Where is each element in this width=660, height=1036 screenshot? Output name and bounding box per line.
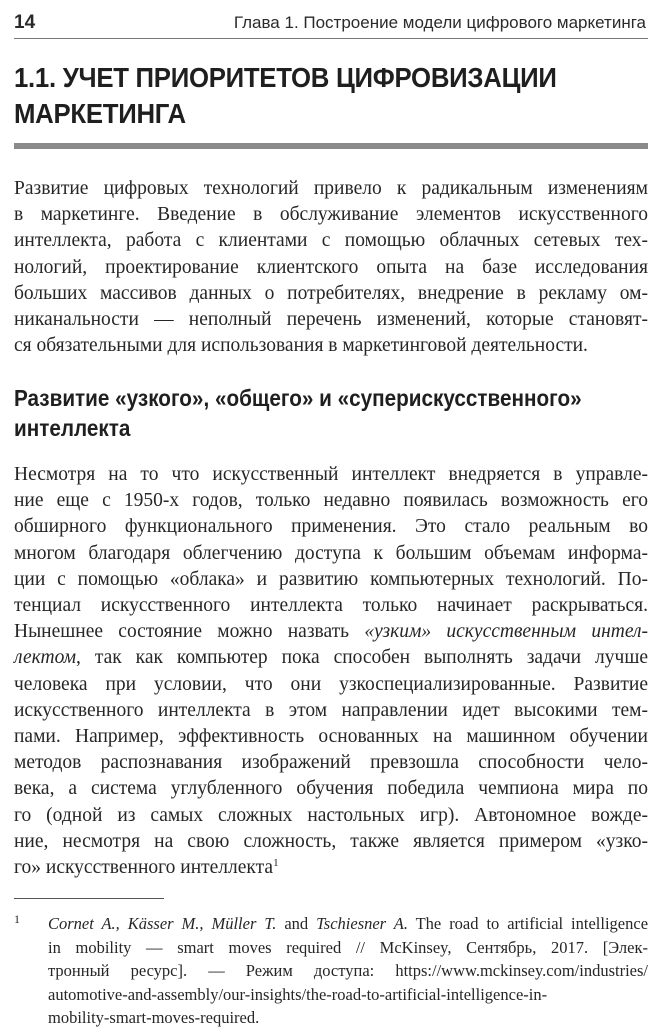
body-line: Несмотря на то что искусственный интеллект внедряется в управле- [14,464,648,485]
intro-line: никанальности — неполный перечень изменений, которые становят- [14,309,648,331]
subsection-title-line: интеллекта [14,415,131,441]
body-line: методов распознавания изображений превзошла способности чело- [14,752,648,774]
body-line: тенциал искусственного интеллекта только начинает раскрываться. [14,595,648,617]
footnote-text: The road to artificial intelligence [407,914,649,933]
body-line: пами. Например, эффективность основанных на машинном обучении [14,726,648,748]
body-line: обширного функционального применения. Это стало реальным во [14,516,648,538]
body-line: многом благодаря облегчению доступа к большим объемам информа- [14,542,648,564]
body-line: го (одной из самых сложных настольных игр). Автономное вожде- [14,804,648,826]
footnote-line [48,912,648,936]
body-line: ние еще с 1950-х годов, только недавно появилась возможность его [14,490,648,512]
intro-paragraph [14,176,648,359]
subsection-title [14,383,599,443]
section-title: 1.1. УЧЕТ ПРИОРИТЕТОВ ЦИФРОВИЗАЦИИ МАРКЕТИНГА [14,62,557,129]
emphasized-term: «узким» искусственным интел- [364,621,649,643]
footnote-authors: Tschiesner A. [316,914,408,933]
footnote-line: тронный ресурс]. — Режим доступа: https://www.mckinsey.com/industries/ [48,961,648,980]
footnote-line: in mobility — smart moves required // McKinsey, Сентябрь, 2017. [Элек- [48,937,648,957]
footnote-reference[interactable]: 1 [273,857,279,870]
footnote-url-line[interactable]: automotive-and-assembly/our-insights/the-road-to-artificial-intelligence-in- [48,984,548,1004]
footnote-url-line[interactable]: mobility-smart-moves-required. [48,1008,260,1027]
intro-line: ся обязательными для использования в маркетинговой деятельности. [14,335,588,357]
body-text: , так как компьютер пока способен выполнять задачи лучше [76,647,648,669]
body-line-with-italic [14,645,648,671]
intro-line: Развитие цифровых технологий привело к радикальным изменениям [14,178,648,199]
intro-line: интеллекта, работа с клиентами с помощью облачных сетевых тех- [14,230,648,252]
footnote-body [48,912,648,1030]
footnote-mark: 1 [14,912,20,926]
running-header [14,10,646,34]
chapter-running-title: Глава 1. Построение модели цифрового маркетинга [233,13,646,32]
intro-line: в маркетинге. Введение в обслуживание элементов искусственного [14,204,648,226]
footnote-divider [14,898,164,899]
body-line: ние, несмотря на свою сложность, также является примером «узко- [14,830,648,852]
page-number: 14 [14,12,36,33]
emphasized-term: лектом [14,647,77,669]
header-divider [14,38,648,39]
footnote-authors: Cornet A., Kässer M., Müller T. [48,914,277,933]
body-text: Нынешнее состояние можно назвать [14,621,365,643]
body-line: века, а система углубленного обучения победила чемпиона мира по [14,778,648,800]
intro-line: нологий, проектирование клиентского опыта на базе исследования [14,256,648,278]
body-paragraph [14,462,648,881]
body-line: искусственного интеллекта в этом направлении идет высокими тем- [14,699,648,721]
body-line: человека при условии, что они узкоспециализированные. Развитие [14,673,648,695]
section-title-rule [14,143,648,149]
footnote [14,912,648,1030]
body-line: ции с помощью «облака» и развитию компьютерных технологий. По- [14,568,648,590]
body-text: го» искусственного интеллекта [14,857,274,879]
body-last-line [14,855,648,881]
body-line-with-italic [14,619,648,645]
subsection-title-line: Развитие «узкого», «общего» и «суперискусственного» [14,385,582,411]
footnote-conjunction: and [276,914,317,933]
intro-line: больших массивов данных о потребителях, внедрение в рекламу ом- [14,282,648,304]
